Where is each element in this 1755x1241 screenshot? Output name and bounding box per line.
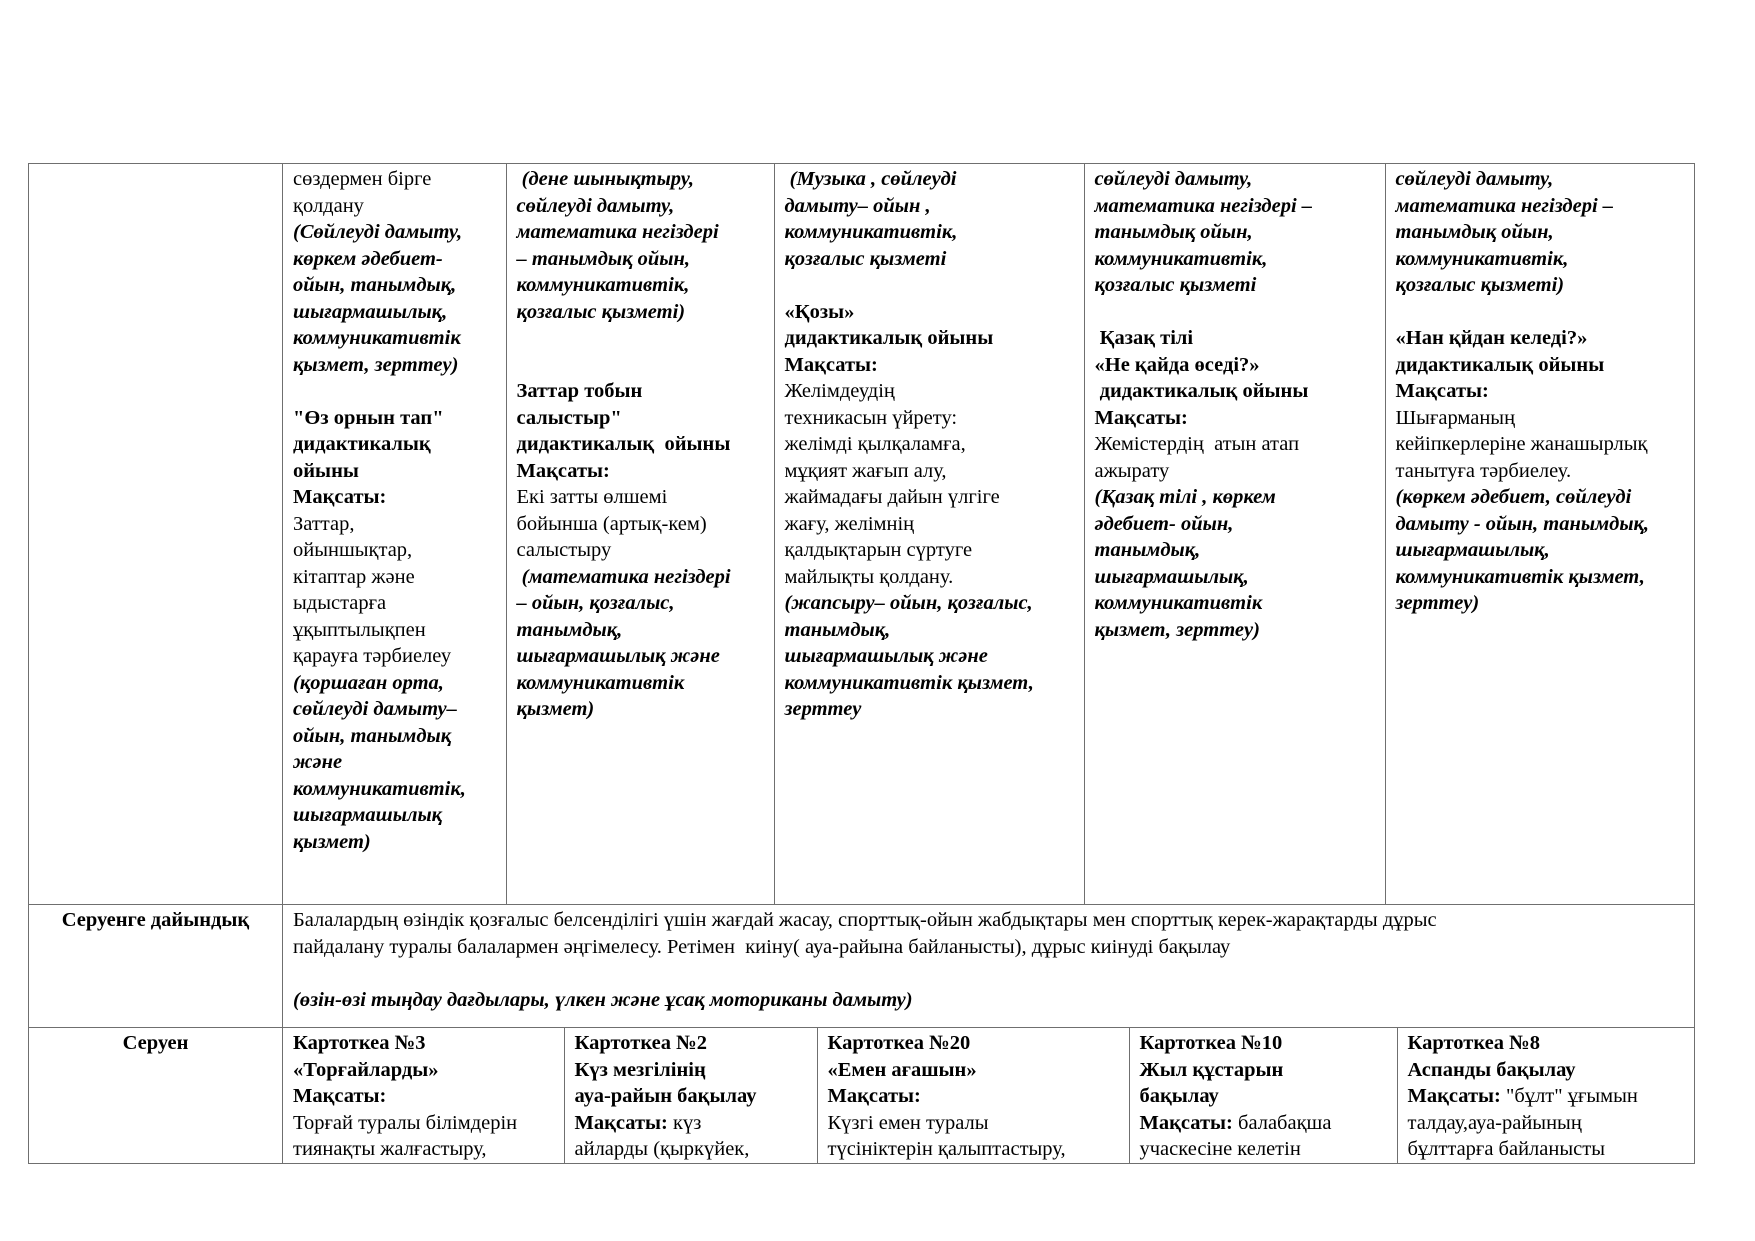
cell-text: Картоткеа №3 «Торғайларды» Мақсаты: <box>293 1032 439 1107</box>
cell-text: балабақша учаскесіне келетін <box>1139 1111 1332 1160</box>
cell-text: (қоршаған орта, сөйлеуді дамыту– ойын, танымдық және коммуникативтік, шығармашылық қызмет) <box>293 671 466 853</box>
cell-text: (Музыка , сөйлеуді дамыту– ойын , коммуникативтік, қозғалыс қызметі <box>784 168 958 270</box>
cell-text: (математика негіздері – ойын, қозғалыс, танымдық, шығармашылық және коммуникативтік қызмет) <box>516 565 731 720</box>
walk-preparation-row <box>29 905 1695 1028</box>
activity-cell-3 <box>774 164 1084 904</box>
cell-text: (Қазақ тілі , көркем әдебиет- ойын, танымдық, шығармашылық, коммуникативтік қызмет, зерттеу) <box>1094 486 1276 641</box>
cell-text: күз айларды (қыркүйек, <box>574 1111 750 1160</box>
cell-text: "Өз орнын тап" дидактикалық ойыны Мақсаты: <box>293 406 444 508</box>
cell-text: Картоткеа №8 Аспанды бақылау <box>1407 1032 1576 1081</box>
walk-card-3 <box>817 1028 1129 1163</box>
cell-text: Қазақ тілі «Не қайда өседі?» дидактикалық ойыны Мақсаты: <box>1094 327 1309 429</box>
walk-row <box>29 1028 1695 1164</box>
cell-text: Желімдеудің техникасын үйрету: желімді қылқаламға, мұқият жағып алу, жаймадағы дайын үлгіге жағу, желімнің қалдықтарын сүртуге майлықты қолдану. <box>784 380 1000 588</box>
activity-cell-5 <box>1385 164 1695 904</box>
cell-text: «Нан қйдан келеді?» дидактикалық ойыны Мақсаты: <box>1395 327 1605 402</box>
cell-text: Жемістердің атын атап ажырату <box>1094 433 1300 482</box>
cell-text: Заттар, ойыншықтар, кітаптар және ыдыстарға ұқыптылықпен қарауға тәрбиелеу <box>293 512 452 667</box>
cell-text: сөйлеуді дамыту, математика негіздері – танымдық ойын, коммуникативтік, қозғалыс қызметі) <box>1395 168 1614 296</box>
cell-text: Шығарманың кейіпкерлеріне жанашырлық танытуға тәрбиелеу. <box>1395 406 1648 482</box>
walk-card-2 <box>564 1028 817 1163</box>
cell-text: Екі затты өлшемі бойынша (артық-кем) салыстыру <box>516 486 707 561</box>
cell-text: Картоткеа №20 «Емен ағашын» Мақсаты: <box>827 1032 977 1107</box>
activity-cell-4 <box>1084 164 1385 904</box>
cell-text: сөйлеуді дамыту, математика негіздері – танымдық ойын, коммуникативтік, қозғалыс қызметі <box>1094 168 1313 296</box>
cell-text: (жапсыру– ойын, қозғалыс, танымдық, шығармашылық және коммуникативтік қызмет, зерттеу <box>784 592 1034 720</box>
cell-text: Мақсаты: <box>1407 1085 1501 1107</box>
cell-text: Күзгі емен туралы түсініктерін қалыптастыру, <box>827 1111 1066 1160</box>
activity-cell-2 <box>506 164 774 904</box>
cell-text: Мақсаты: <box>574 1111 668 1134</box>
cell-text: (Сөйлеуді дамыту, көркем әдебиет- ойын, танымдық, шығармашылық, коммуникативтік қызмет, зерттеу) <box>293 221 463 376</box>
walk-card-1 <box>283 1028 564 1163</box>
cell-text: Мақсаты: <box>1139 1111 1233 1134</box>
activities-row <box>29 164 1695 905</box>
plan-table <box>28 163 1695 1164</box>
cell-text: Торғай туралы білімдерін тиянақты жалғастыру, <box>293 1111 518 1160</box>
cell-text: Картоткеа №10 Жыл құстарын бақылау <box>1139 1032 1284 1107</box>
cell-text: Картоткеа №2 Күз мезгілінің ауа-райын бақылау <box>574 1032 757 1107</box>
cell-text: "бұлт" ұғымын талдау,ауа-райының бұлттарға байланысты <box>1407 1085 1638 1160</box>
walk-preparation-text: Балалардың өзіндік қозғалыс белсенділігі үшін жағдай жасау, спорттық-ойын жабдықтары мен спорттық керек-жарақтарды дұрыс пайдалану туралы балалармен әңгімелесу. Ретімен киіну( ауа-райына байланысты), дұрыс киінуді бақылау <box>293 909 1437 958</box>
cell-text: «Қозы» дидактикалық ойыны Мақсаты: <box>784 300 994 376</box>
row-label-walk-preparation: Серуенге дайындық <box>29 905 283 1028</box>
cell-text: сөздермен бірге қолдану <box>293 168 432 217</box>
walk-card-5 <box>1397 1028 1695 1163</box>
row-label-empty <box>29 164 283 905</box>
walk-card-4 <box>1129 1028 1397 1163</box>
cell-text: (дене шынықтыру, сөйлеуді дамыту, математика негіздері – танымдық ойын, коммуникативтік, қозғалыс қызметі) <box>516 168 719 323</box>
cell-text: Заттар тобын салыстыр" дидактикалық ойыны Мақсаты: <box>516 380 731 482</box>
row-label-walk: Серуен <box>29 1028 283 1164</box>
walk-preparation-note: (өзін-өзі тыңдау дағдылары, үлкен және ұсақ моториканы дамыту) <box>293 988 913 1011</box>
cell-text: (көркем әдебиет, сөйлеуді дамыту - ойын, танымдық, шығармашылық, коммуникативтік қызмет, зерттеу) <box>1395 486 1650 614</box>
activity-cell-1 <box>283 164 506 904</box>
